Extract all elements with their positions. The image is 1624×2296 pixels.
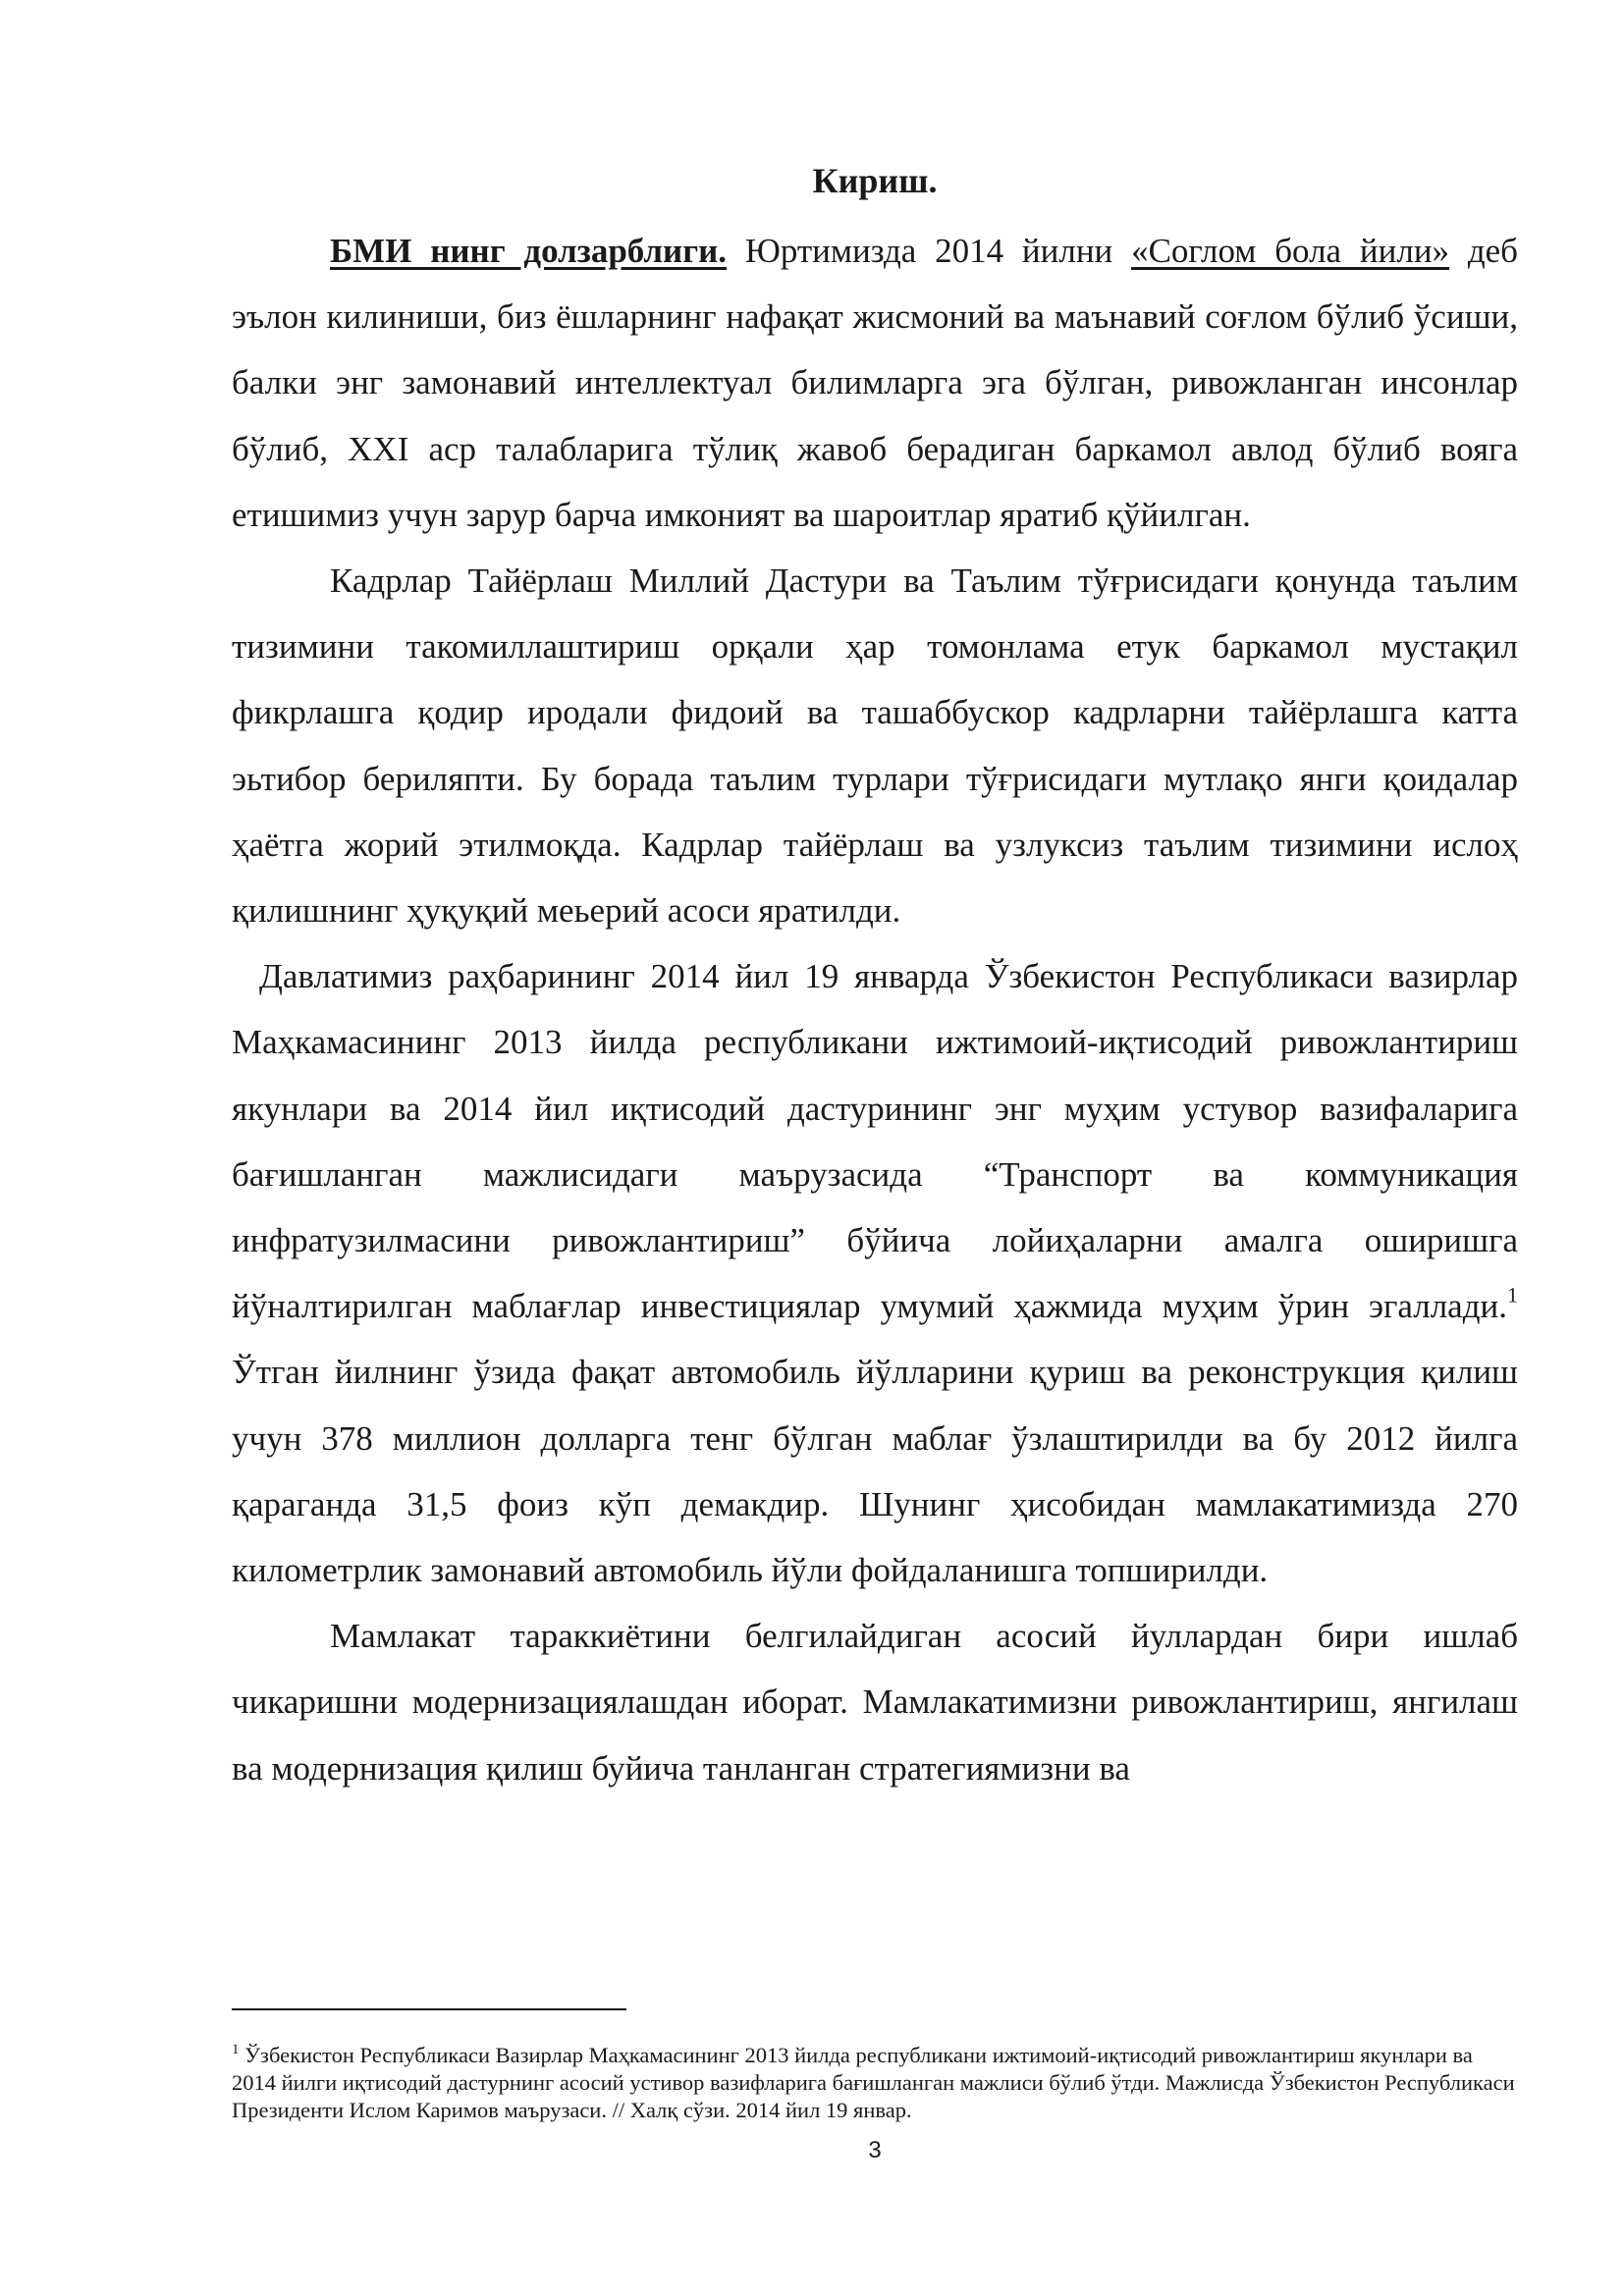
paragraph-text: Ўтган йилнинг ўзида фақат автомобиль йўлларини қуриш ва реконструкция қилиш учун 378 миллион долларга тенг бўлган маблағ ўзлаштирилди ва бу 2012 йилга қараганда 31,5 фоиз кўп демакдир. Шунинг ҳисобидан мамлакатимизда 270 километрлик замонавий автомобиль йўли фойдаланишга топширилди. — [232, 1353, 1518, 1590]
section-heading: Кириш. — [812, 161, 938, 200]
page-number: 3 — [868, 2137, 882, 2163]
paragraph-president-speech — [232, 943, 1518, 1603]
footnote-reference[interactable]: 1 — [1507, 1282, 1518, 1308]
document-page — [232, 0, 1518, 2296]
paragraph-text: Юртимизда 2014 йилни — [727, 232, 1132, 270]
footnote-text: Ўзбекистон Республикаси Вазирлар Маҳкамасининг 2013 йилда республикани ижтимоий-иқтисодий ривожлантириш якунлари ва 2014 йилги иқтисодий дастурнинг асосий устивор вазифларига бағишланган мажлиси бўлиб ўтди. Мажлисда Ўзбекистон Республикаси Президенти Ислом Каримов маърузаси. // Халқ сўзи. 2014 йил 19 январ. — [232, 2043, 1515, 2122]
paragraph-text: деб эълон килиниши, биз ёшларнинг нафақат жисмоний ва маънавий соғлом бўлиб ўсиши, балки энг замонавий интеллектуал билимларга эга бўлган, ривожланган инсонлар бўлиб, XXI аср талабларига тўлиқ жавоб берадиган баркамол авлод бўлиб вояга етишимиз учун зарур барча имконият ва шароитлар яратиб қўйилган. — [232, 232, 1518, 534]
body-text — [232, 218, 1518, 1801]
footnote-divider — [232, 2008, 626, 2010]
paragraph-text: Давлатимиз раҳбарининг 2014 йил 19 январда Ўзбекистон Республикаси вазирлар Маҳкамасининг 2013 йилда республикани ижтимоий-иқтисодий ривожлантириш якунлари ва 2014 йил иқтисодий дастурининг энг муҳим устувор вазифаларига бағишланган мажлисидаги маърузасида “Транспорт ва коммуникация инфратузилмасини ривожлантириш” бўйича лойиҳаларни амалга оширишга йўналтирилган маблағлар инвестициялар умумий ҳажмида муҳим ўрин эгаллади. — [232, 957, 1518, 1326]
footnote — [232, 2042, 1518, 2124]
paragraph-modernization: Мамлакат тараккиётини белгилайдиган асосий йуллардан бири ишлаб чикаришни модернизациялашдан иборат. Мамлакатимизни ривожлантириш, янгилаш ва модернизация қилиш буйича танланган стратегиямизни ва — [232, 1617, 1518, 1788]
relevance-lead: БМИ нинг долзарблиги. — [330, 232, 728, 270]
healthy-child-year-quote: «Соглом бола йили» — [1131, 232, 1450, 270]
paragraph-personnel-training: Кадрлар Тайёрлаш Миллий Дастури ва Таълим тўғрисидаги қонунда таълим тизимини такомиллаштириш орқали ҳар томонлама етук баркамол мустақил фикрлашга қодир иродали фидоий ва ташаббускор кадрларни тайёрлашга катта эьтибор бериляпти. Бу борада таълим турлари тўғрисидаги мутлақо янги қоидалар ҳаётга жорий этилмоқда. Кадрлар тайёрлаш ва узлуксиз таълим тизимини ислоҳ қилишнинг ҳуқуқий меьерий асоси яратилди. — [232, 561, 1518, 931]
footnote-marker: 1 — [232, 2042, 240, 2057]
paragraph-relevance — [232, 218, 1518, 548]
